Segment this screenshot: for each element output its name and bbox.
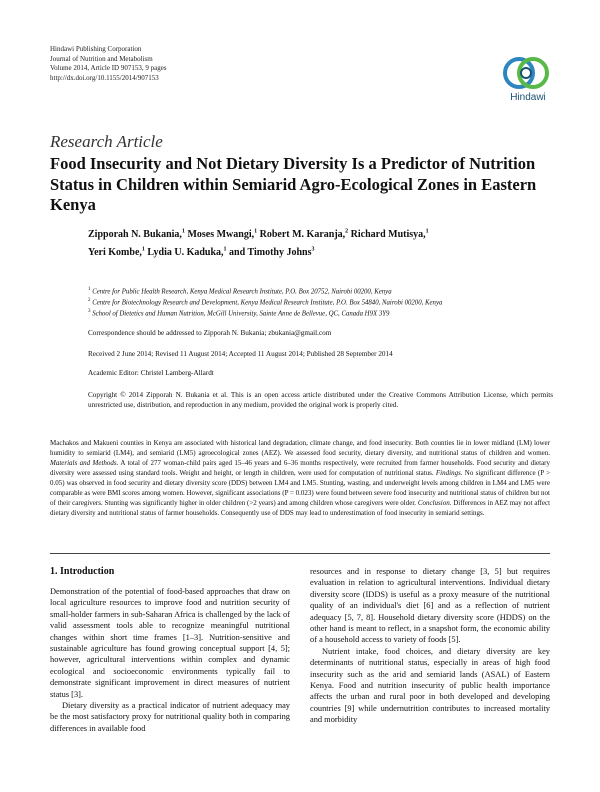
author: Robert M. Karanja,$^2$ [259, 229, 349, 241]
paragraph: resources and in response to dietary change [3, 5] but requires evaluation in relation to agricultural interventions. Individual dietary diversity score (IDDS) is useful as a proxy measure of the nutritional quality of an individual's diet [6] and as a reflection of nutrient adequacy [5, 7, 8]. Household dietary diversity score (HDDS) on the other hand is meant to reflect, in a snapshot form, the economic ability of a household access to variety of foods [5]. [310, 567, 550, 645]
affiliation: $^3$ School of Dietetics and Human Nutrition, McGill University, Sainte Anne de Bellevue, QC, Canada H9X 3Y9 [88, 309, 390, 318]
intro-column-right [310, 566, 550, 726]
author: Moses Mwangi,$^1$ [187, 229, 258, 241]
academic-editor: Academic Editor: Christel Lamberg-Allardt [88, 369, 214, 377]
abstract: Machakos and Makueni counties in Kenya are associated with historical land degradation, climate change, and food insecurity. Both counties lie in lower midland (LM) lower humidity to semiarid (LM4), and semiarid (LM5) agroecological zones (AEZ). We assessed food security, dietary diversity, and nutritional status of children and women. Materials and Methods. A total of 277 woman-child pairs aged 15–46 years and 6–36 months respectively, were recruited from farmer households. Food security and dietary diversity were assessed using standard tools. Weight and height, or length in children, were used for computation of nutritional status. Findings. No significant difference (P > 0.05) was observed in food security and dietary diversity score (DDS) between LM4 and LM5. Stunting, wasting, and underweight levels among children in LM4 and LM5 were comparable as were BMI scores among women. However, significant associations (P = 0.023) were found between severe food insecurity and nutritional status of children but not of their caregivers. Stunting was significantly higher in older children (>2 years) and among children whose caregivers were older. Conclusion. Differences in AEZ may not affect dietary diversity and nutritional status of farmer households. Consequently use of DDS may lead to underestimation of food insecurity in semiarid settings. [50, 439, 551, 517]
article-dates: Received 2 June 2014; Revised 11 August 2014; Accepted 11 August 2014; Published 28 September 2014 [88, 350, 393, 358]
journal-header [50, 45, 167, 83]
author: Lydia U. Kaduka,$^1$ [147, 246, 227, 258]
intro-column-left [50, 586, 290, 734]
doi-link[interactable]: http://dx.doi.org/10.1155/2014/907153 [50, 73, 159, 82]
article-title: Food Insecurity and Not Dietary Diversity Is a Predictor of Nutrition Status in Children within Semiarid Agro-Ecological Zones in Eastern Kenya [50, 154, 537, 214]
copyright-notice: Copyright © 2014 Zipporah N. Bukania et al. This is an open access article distributed under the Creative Commons Attribution License, which permits unrestricted use, distribution, and reproduction in any medium, provided the original work is properly cited. [88, 391, 553, 409]
author: Zipporah N. Bukania,$^1$ [88, 229, 185, 241]
paragraph: Nutrient intake, food choices, and dietary diversity are key determinants of nutritional status, especially in areas of high food insecurity such as the arid and semiarid lands (ASAL) of Eastern Kenya. Food and nutrition insecurity of public health importance affects the urban and rural poor in both developed and developing countries [9] while undernutrition contributes to increased mortality and morbidity [310, 646, 550, 725]
affiliation: $^1$ Centre for Public Health Research, Kenya Medical Research Institute, P.O. Box 20752, Nairobi 00200, Kenya [88, 287, 392, 296]
journal-name: Journal of Nutrition and Metabolism [50, 54, 153, 63]
volume-info: Volume 2014, Article ID 907153, 9 pages [50, 64, 167, 72]
paragraph: Dietary diversity as a practical indicator of nutrient adequacy may be the most satisfactory proxy for nutritional quality both in comparing differences in available food [50, 701, 290, 733]
logo-text: Hindawi [510, 92, 546, 103]
author: Yeri Kombe,$^1$ [88, 246, 145, 258]
article-type: Research Article [50, 132, 163, 151]
paragraph: Demonstration of the potential of food-based approaches that draw on local agriculture resources to improve food and nutrition security of small-holder farmers in sub-Saharan Africa is challenged by the lack of valid assessment tools able to recognize meaningful nutritional changes within short time frames [1–3]. Nutrition-sensitive and sustainable agriculture has found growing conceptual support [4, 5]; however, agricultural interventions within complex and dynamic ecological and socioeconomic environments typically fail to demonstrate significant improvement in direct measures of nutrient status [3]. [50, 587, 290, 699]
publisher: Hindawi Publishing Corporation [50, 45, 142, 53]
section-divider [50, 553, 550, 554]
author: Richard Mutisya,$^1$ [350, 229, 429, 241]
affiliation: $^2$ Centre for Biotechnology Research and Development, Kenya Medical Research Institute, P.O. Box 54840, Nairobi 00200, Kenya [88, 298, 443, 307]
section-heading: 1. Introduction [50, 566, 115, 577]
author: and Timothy Johns$^3$ [229, 246, 315, 258]
correspondence: Correspondence should be addressed to Zipporah N. Bukania; zbukania@gmail.com [88, 329, 332, 337]
author-list [88, 225, 548, 260]
